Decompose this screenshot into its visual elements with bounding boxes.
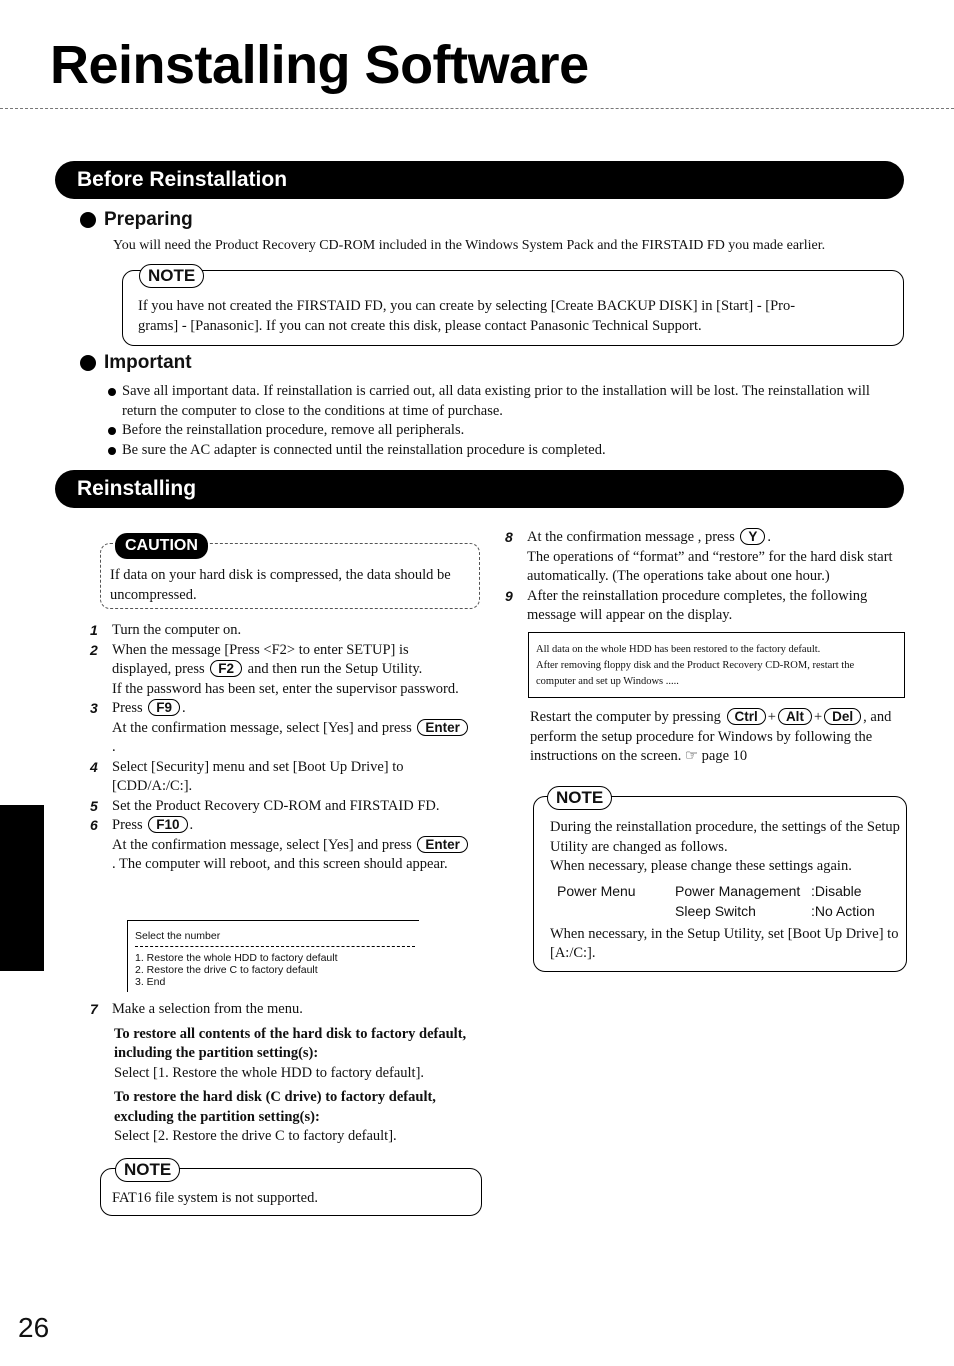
list-item: 1. Restore the whole HDD to factory default [135, 952, 338, 964]
screen-menu-title: Select the number [135, 930, 221, 942]
step-8: 8 At the confirmation message , press Y . The operations of “format” and “restore” for the hard disk start automatically. (The operations take about one hour.) [505, 529, 893, 584]
list-item: Before the reinstallation procedure, remove all peripherals. [108, 421, 904, 441]
restore-all-text: Select [1. Restore the whole HDD to factory default]. [114, 1064, 425, 1081]
title-divider [0, 108, 954, 109]
caution-label: CAUTION [115, 533, 208, 559]
note-line: grams] - [Panasonic]. If you can not create this disk, please contact Panasonic Technical Support. [138, 317, 702, 334]
bullet-icon [108, 388, 116, 396]
page-reference-icon: ☞ [685, 748, 699, 764]
bullet-icon [108, 427, 116, 435]
y-key: Y [740, 528, 765, 545]
restore-c-text: Select [2. Restore the drive C to factory default]. [114, 1128, 397, 1144]
f9-key: F9 [148, 699, 180, 716]
table-row: Sleep Switch :No Action [675, 902, 875, 919]
note-label: NOTE [547, 786, 612, 810]
step-5: 5 Set the Product Recovery CD-ROM and FIRSTAID FD. [90, 797, 440, 814]
bullet-icon [80, 355, 96, 371]
section-bar-before-reinstallation [55, 161, 904, 199]
step-7: 7 Make a selection from the menu. [90, 1001, 303, 1017]
message-line: After removing floppy disk and the Product Recovery CD-ROM, restart the [536, 660, 855, 671]
enter-key: Enter [417, 719, 468, 736]
page-reference: page 10 [701, 748, 748, 764]
note-text-preparing [138, 297, 898, 336]
list-item: 2. Restore the drive C to factory default [135, 964, 318, 976]
message-line: computer and set up Windows ..... [536, 676, 679, 687]
step-7-block [90, 1000, 474, 1147]
bullet-icon [108, 447, 116, 455]
note-line: If you have not created the FIRSTAID FD, you can create by selecting [Create BACKUP DISK] in [Start] - [Pro- [138, 298, 796, 314]
f10-key: F10 [148, 816, 187, 833]
table-row: Power Menu Power Management :Disable [557, 882, 862, 899]
note-label: NOTE [139, 264, 204, 288]
steps-right-column [505, 528, 907, 626]
ctrl-key: Ctrl [727, 708, 766, 725]
screen-message-text [536, 642, 901, 690]
del-key: Del [824, 708, 861, 725]
message-line: All data on the whole HDD has been restored to the factory default. [536, 644, 821, 655]
f2-key: F2 [210, 660, 242, 677]
restore-all-heading: To restore all contents of the hard disk to factory default, including the partition setting(s): [114, 1025, 467, 1061]
preparing-heading: Preparing [104, 209, 193, 230]
alt-key: Alt [778, 708, 812, 725]
step-9: 9 After the reinstallation procedure completes, the following message will appear on the display. [505, 587, 868, 623]
step-3: 3 Press F9 . At the confirmation message, select [Yes] and press Enter. [90, 699, 470, 758]
note-text-settings [550, 818, 902, 964]
restore-c-heading: To restore the hard disk (C drive) to factory default, excluding the partition setting(s): [114, 1089, 436, 1125]
note-text-fat16: FAT16 file system is not supported. [112, 1190, 318, 1206]
step-1: 1 Turn the computer on. [90, 622, 242, 638]
restart-text: Restart the computer by pressing Ctrl + Alt + Del , and perform the setup procedure for Windows by following the instructions on the screen. ☞ page 10 [530, 709, 892, 764]
note-line: When necessary, in the Setup Utility, set [Boot Up Drive] to [A:/C:]. [550, 925, 899, 961]
important-list [108, 382, 904, 460]
page-number: 26 [18, 1312, 50, 1343]
dashed-divider [135, 946, 415, 947]
note-line: During the reinstallation procedure, the settings of the Setup Utility are changed as follows. [550, 819, 900, 855]
preparing-text: You will need the Product Recovery CD-ROM included in the Windows System Pack and the FIRSTAID FD you made earlier. [113, 238, 826, 253]
list-item: Be sure the AC adapter is connected until the reinstallation procedure is completed. [108, 441, 904, 461]
bullet-icon [80, 212, 96, 228]
caution-text: If data on your hard disk is compressed, the data should be uncompressed. [110, 567, 451, 603]
note-label: NOTE [115, 1158, 180, 1182]
settings-table [556, 881, 876, 921]
list-item: 3. End [135, 976, 166, 988]
note-line: When necessary, please change these settings again. [550, 858, 852, 874]
important-heading: Important [104, 352, 192, 373]
section-bar-reinstalling [55, 470, 904, 508]
page-title: Reinstalling Software [50, 35, 589, 95]
step-2: 2 When the message [Press <F2> to enter SETUP] is displayed, press F2 and then run the Setup Utility. If the password has been set, enter the supervisor password. [90, 641, 459, 697]
section-heading: Before Reinstallation [77, 168, 288, 191]
chapter-side-tab [0, 805, 44, 971]
preparing-subhead [80, 209, 193, 231]
steps-left-column [90, 621, 470, 875]
section-heading: Reinstalling [77, 477, 197, 500]
enter-key: Enter [417, 836, 468, 853]
important-subhead [80, 352, 192, 374]
list-item: Save all important data. If reinstallation is carried out, all data existing prior to the installation will be lost. The reinstallation will return the computer to close to the conditions at time of purchase. [108, 382, 904, 421]
step-4: 4 Select [Security] menu and set [Boot Up Drive] to [CDD/A:/C:]. [90, 758, 404, 794]
step-6: 6 Press F10 . At the confirmation message, select [Yes] and press Enter. The computer will reboot, and this screen should appear. [90, 816, 470, 875]
screen-menu-text [135, 930, 415, 988]
